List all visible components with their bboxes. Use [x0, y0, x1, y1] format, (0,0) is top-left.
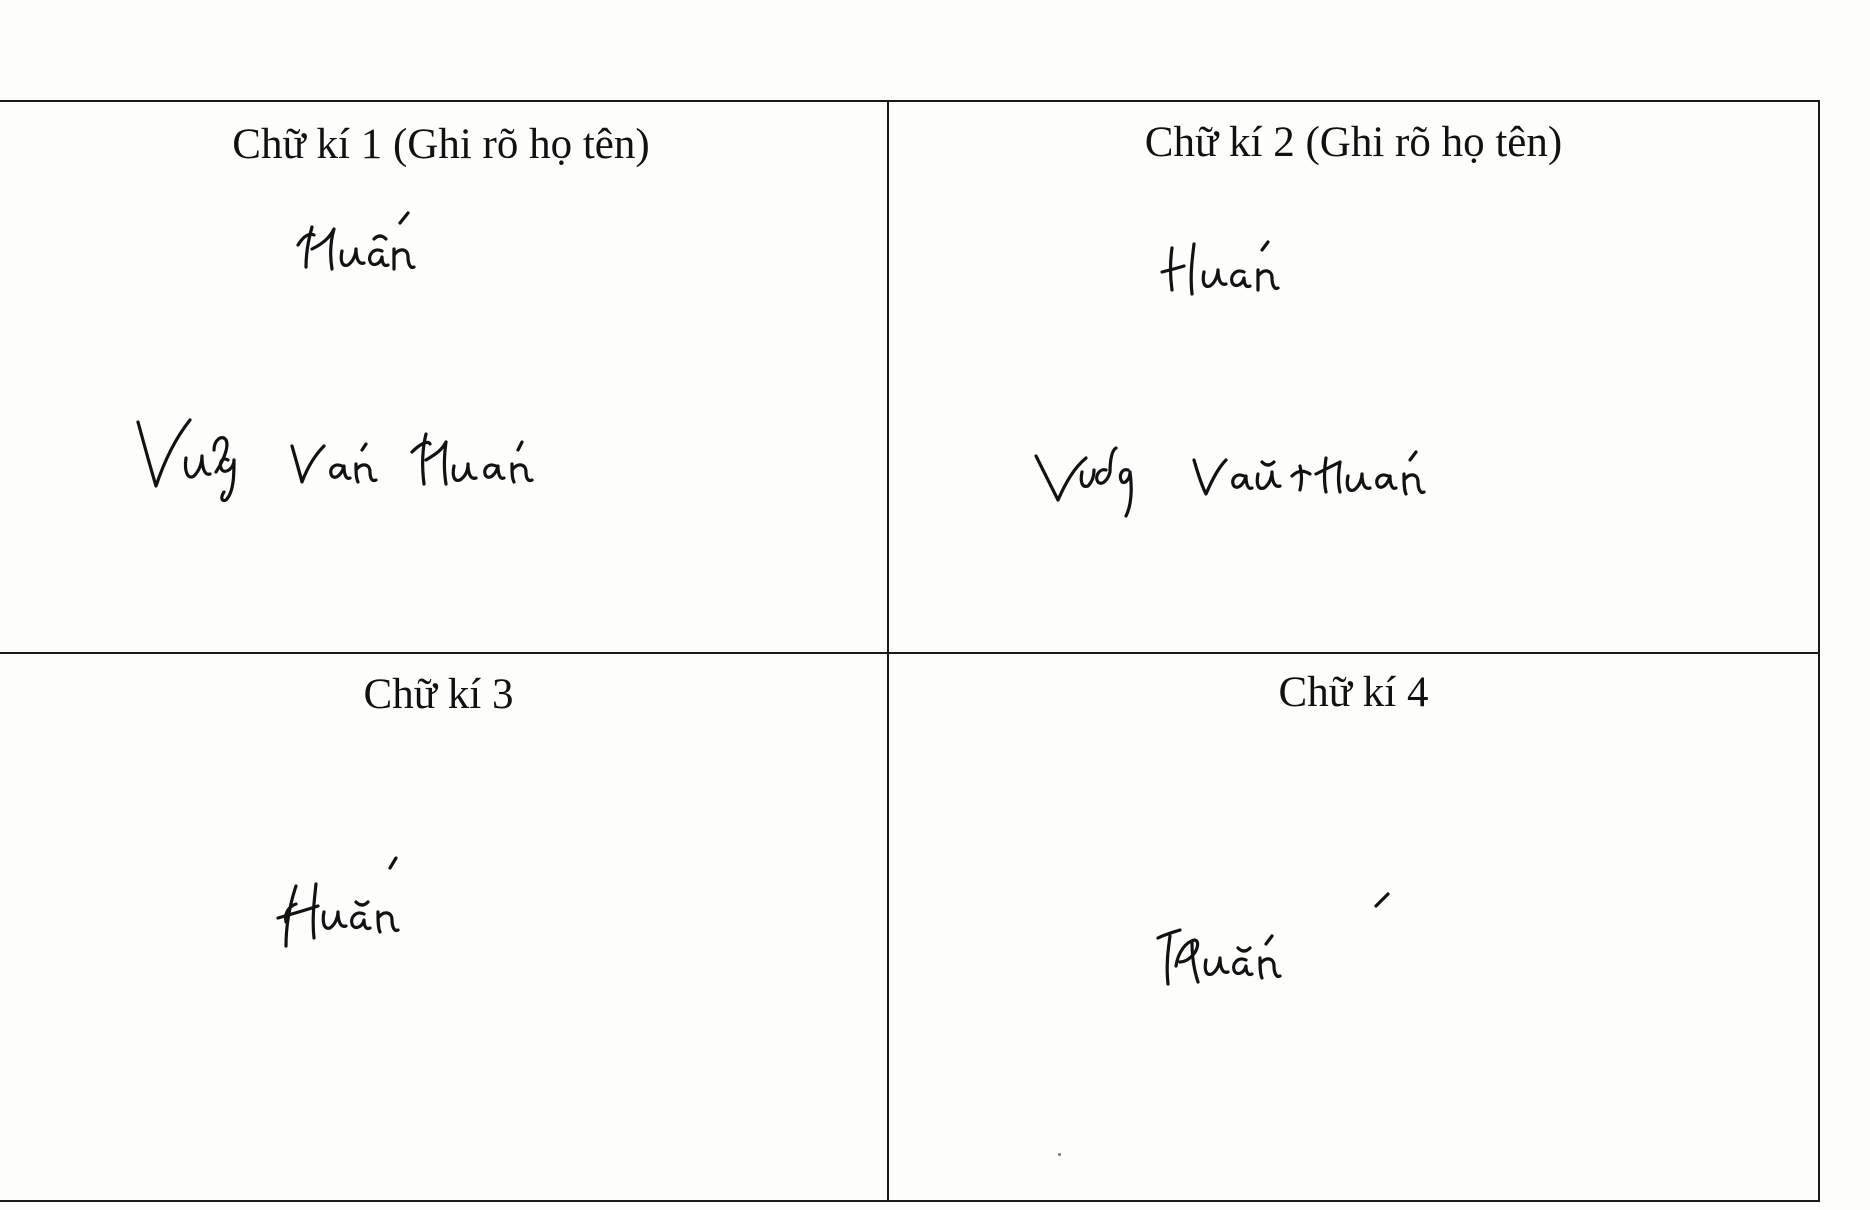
signature-cell-title: Chữ kí 2 (Ghi rõ họ tên) — [1144, 119, 1563, 166]
signature-cell-title: Chữ kí 1 (Ghi rõ họ tên) — [232, 121, 650, 168]
signature-cell-title: Chữ kí 4 — [1278, 669, 1429, 716]
signature-cell-2 — [889, 102, 1818, 652]
handwritten-signature-full — [1030, 420, 1450, 530]
signature-cell-title: Chữ kí 3 — [363, 671, 514, 718]
paper-speck — [1058, 1153, 1061, 1156]
handwritten-signature-short — [276, 862, 446, 962]
handwritten-signature-short — [290, 205, 450, 285]
handwritten-signature-short — [1158, 232, 1318, 312]
handwritten-signature-full — [130, 400, 550, 510]
signature-cell-1 — [0, 102, 887, 652]
handwritten-signature-short — [1148, 890, 1398, 1000]
